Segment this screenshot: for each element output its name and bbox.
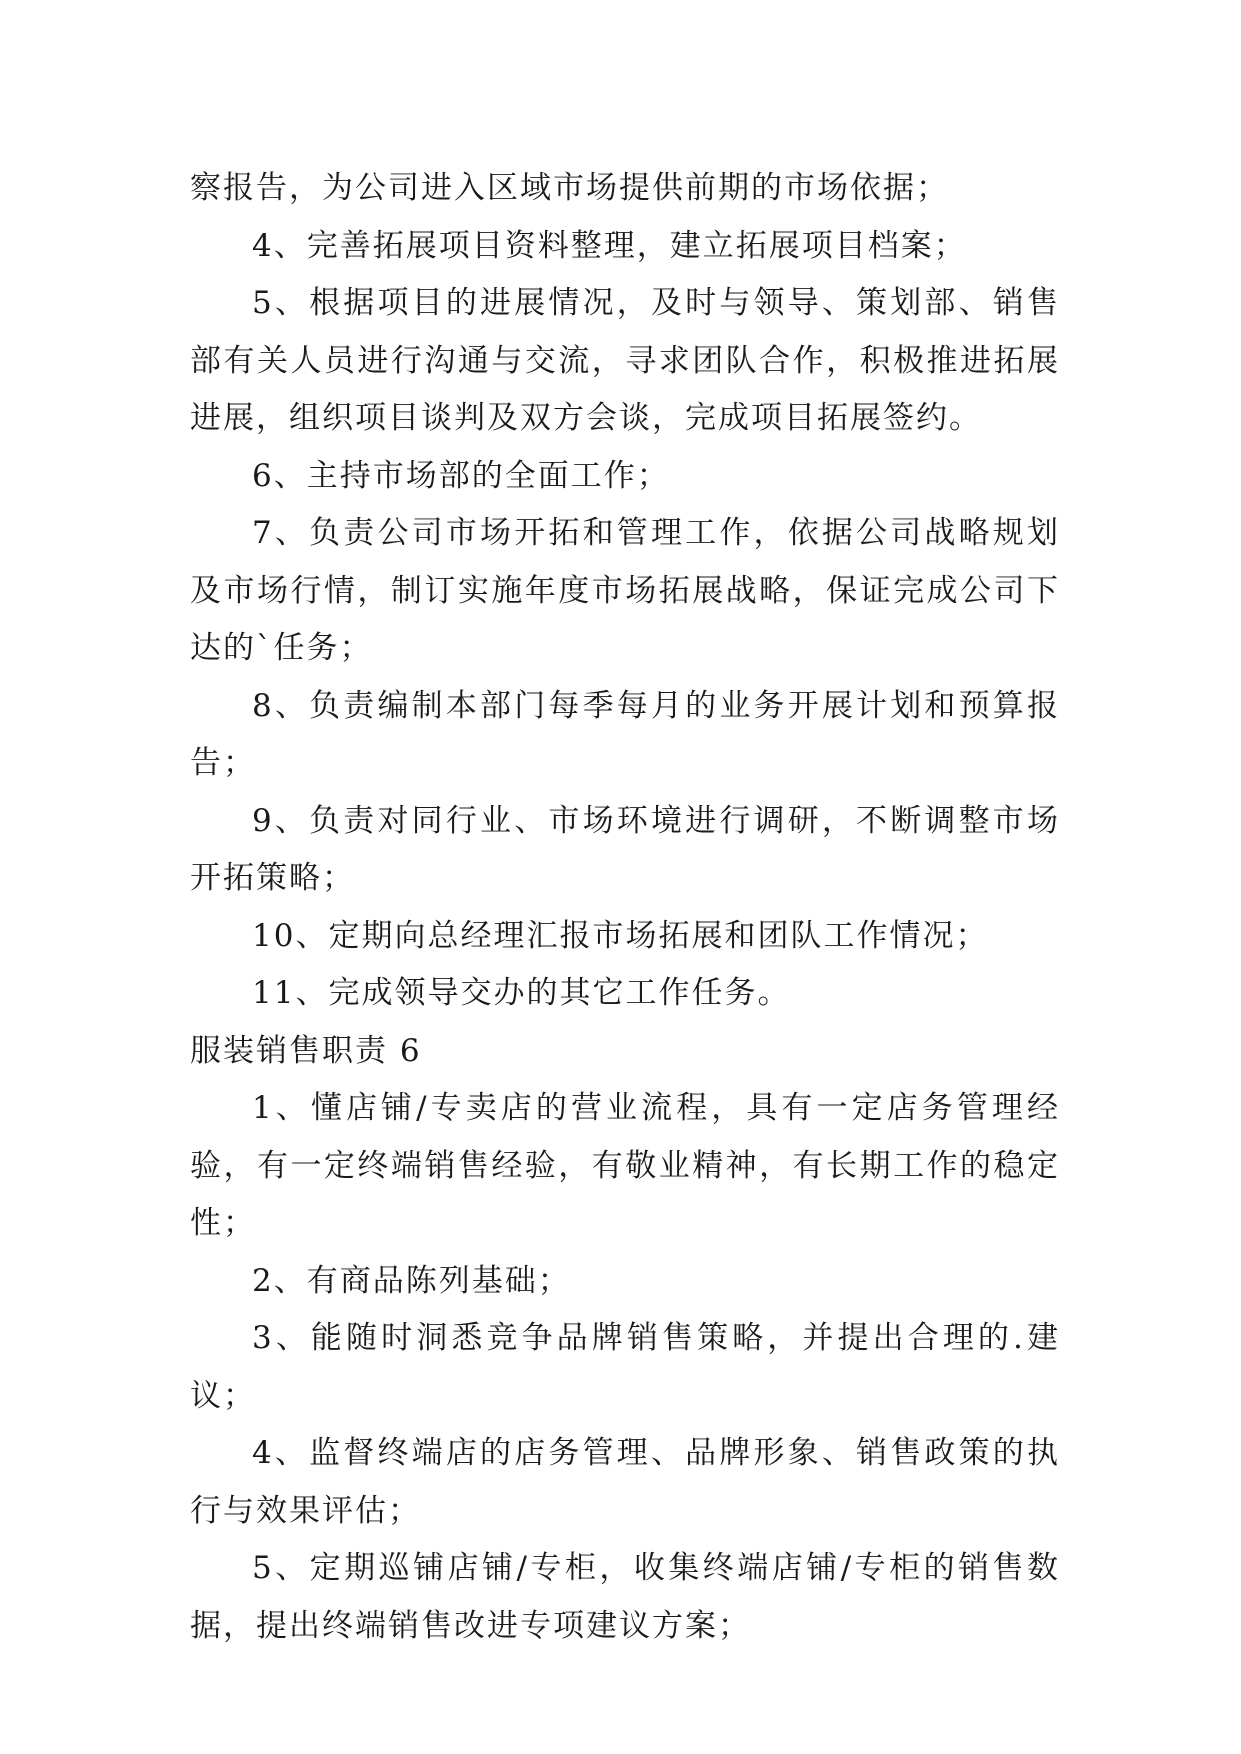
list-item: 6、主持市场部的全面工作；: [252, 457, 670, 494]
section-heading: 服装销售职责 6: [190, 1032, 422, 1069]
document-body: [190, 160, 1060, 1655]
list-item: 5、定期巡铺店铺/专柜，收集终端店铺/专柜的销售数据，提出终端销售改进专项建议方案；: [190, 1550, 1060, 1644]
list-item: 3、能随时洞悉竞争品牌销售策略，并提出合理的.建议；: [190, 1320, 1060, 1414]
list-item: 2、有商品陈列基础；: [252, 1262, 571, 1299]
list-item: 5、根据项目的进展情况，及时与领导、策划部、销售部有关人员进行沟通与交流，寻求团队合作，积极推进拓展进展，组织项目谈判及双方会谈，完成项目拓展签约。: [190, 285, 1060, 436]
list-item: 9、负责对同行业、市场环境进行调研，不断调整市场开拓策略；: [190, 802, 1060, 896]
list-item: 4、监督终端店的店务管理、品牌形象、销售政策的执行与效果评估；: [190, 1435, 1060, 1529]
list-item: 10、定期向总经理汇报市场拓展和团队工作情况；: [252, 917, 989, 954]
list-item: 1、懂店铺/专卖店的营业流程，具有一定店务管理经验，有一定终端销售经验，有敬业精神，有长期工作的稳定性；: [190, 1090, 1060, 1241]
list-item: 8、负责编制本部门每季每月的业务开展计划和预算报告；: [190, 687, 1060, 781]
list-item: 7、负责公司市场开拓和管理工作，依据公司战略规划及市场行情，制订实施年度市场拓展战略，保证完成公司下达的`任务；: [190, 515, 1060, 666]
list-item: 11、完成领导交办的其它工作任务。: [252, 975, 791, 1011]
list-item: 4、完善拓展项目资料整理，建立拓展项目档案；: [252, 227, 967, 264]
paragraph-continuation: 察报告，为公司进入区域市场提供前期的市场依据；: [190, 170, 949, 206]
